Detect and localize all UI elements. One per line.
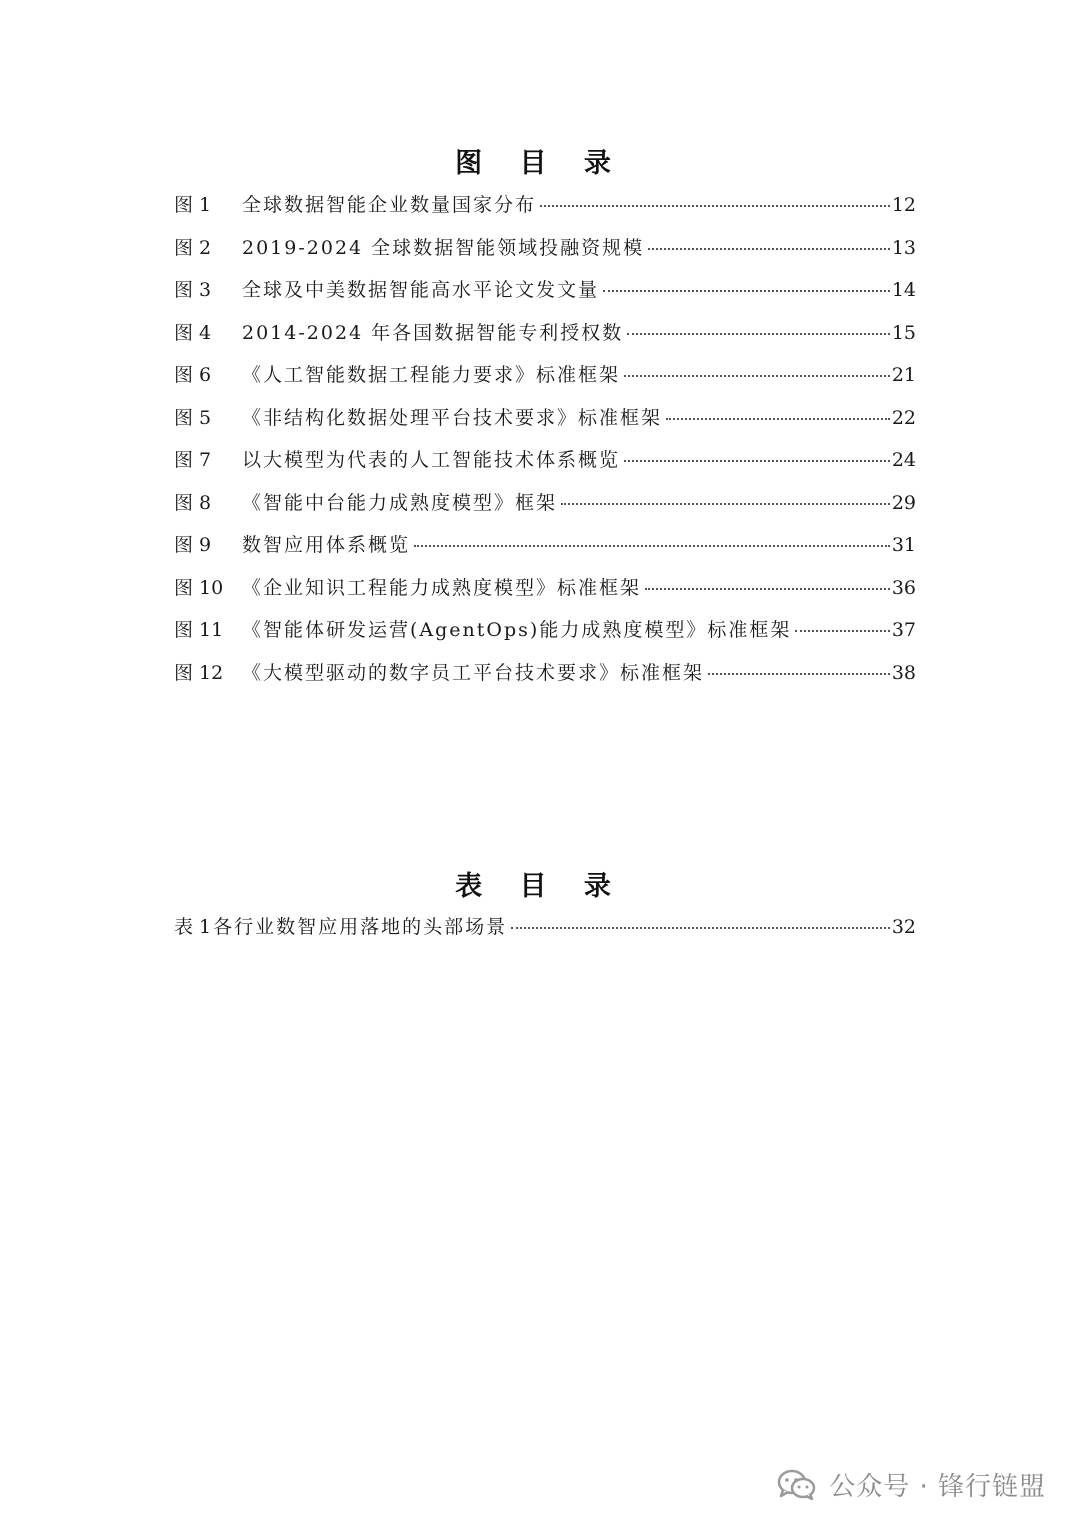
toc-leader-dots (648, 248, 890, 250)
toc-entry-label: 图 10 (174, 576, 224, 599)
toc-entry-page: 22 (891, 406, 916, 429)
toc-entry-label: 图 12 (174, 661, 224, 684)
toc-entry-title: 全球数据智能企业数量国家分布 (242, 194, 537, 216)
toc-entry-page: 14 (891, 279, 916, 301)
toc-entry-page: 32 (891, 916, 916, 938)
toc-entry-label: 图 7 (174, 449, 212, 471)
toc-entry[interactable] (174, 615, 916, 658)
toc-entry-title: 全球及中美数据智能高水平论文发文量 (242, 279, 600, 301)
toc-leader-dots (561, 503, 890, 505)
toc-entry-page: 31 (891, 534, 916, 556)
toc-entry-page: 37 (891, 619, 916, 641)
toc-leader-dots (627, 333, 890, 335)
toc-entry-label: 图 11 (174, 619, 224, 641)
toc-entry[interactable] (174, 573, 916, 616)
toc-entry-page: 36 (891, 576, 916, 599)
toc-entry-label: 图 4 (174, 321, 212, 344)
toc-entry-page: 38 (891, 661, 916, 684)
toc-entry-title: 《智能体研发运营(AgentOps)能力成熟度模型》标准框架 (242, 619, 792, 641)
toc-entry[interactable] (174, 658, 916, 701)
toc-leader-dots (414, 545, 890, 547)
figure-index-list (174, 190, 916, 700)
toc-entry-page: 29 (891, 491, 916, 514)
wechat-icon (777, 1469, 817, 1501)
toc-entry[interactable] (174, 275, 916, 318)
toc-entry-page: 12 (891, 194, 916, 216)
toc-entry[interactable] (174, 233, 916, 276)
toc-entry[interactable] (174, 403, 916, 446)
toc-entry-title: 2019-2024 全球数据智能领域投融资规模 (242, 236, 645, 259)
toc-entry[interactable] (174, 530, 916, 573)
toc-entry-title: 数智应用体系概览 (242, 534, 411, 556)
watermark (777, 1466, 1046, 1503)
toc-entry[interactable] (174, 912, 916, 955)
toc-entry-label: 图 3 (174, 279, 212, 301)
toc-entry-title: 各行业数智应用落地的头部场景 (213, 916, 508, 938)
toc-leader-dots (511, 927, 890, 929)
toc-leader-dots (645, 588, 890, 590)
toc-leader-dots (540, 205, 890, 207)
toc-leader-dots (624, 375, 890, 377)
toc-entry-page: 13 (891, 236, 916, 259)
table-index-title: 表 目 录 (455, 871, 625, 902)
toc-entry-title: 《企业知识工程能力成熟度模型》标准框架 (242, 576, 642, 599)
toc-entry-label: 图 6 (174, 364, 212, 386)
toc-entry[interactable] (174, 190, 916, 233)
toc-leader-dots (666, 418, 890, 420)
toc-entry[interactable] (174, 318, 916, 361)
table-index-list (174, 912, 916, 955)
toc-entry-label: 图 1 (174, 194, 212, 216)
toc-entry-title: 《非结构化数据处理平台技术要求》标准框架 (242, 406, 663, 429)
toc-entry-title: 《大模型驱动的数字员工平台技术要求》标准框架 (242, 661, 705, 684)
toc-entry-label: 表 1 (174, 916, 212, 938)
toc-entry-title: 2014-2024 年各国数据智能专利授权数 (242, 321, 624, 344)
toc-entry[interactable] (174, 488, 916, 531)
toc-entry[interactable] (174, 445, 916, 488)
toc-entry-page: 24 (891, 449, 916, 471)
toc-entry[interactable] (174, 360, 916, 403)
toc-leader-dots (795, 630, 889, 632)
toc-entry-label: 图 5 (174, 406, 212, 429)
toc-entry-label: 图 9 (174, 534, 212, 556)
watermark-text: 公众号 · 锋行链盟 (829, 1472, 1046, 1502)
toc-leader-dots (708, 673, 890, 675)
toc-entry-label: 图 8 (174, 491, 212, 514)
toc-entry-page: 15 (891, 321, 916, 344)
toc-entry-title: 以大模型为代表的人工智能技术体系概览 (242, 449, 621, 471)
toc-entry-page: 21 (891, 364, 916, 386)
figure-index-title: 图 目 录 (455, 148, 625, 179)
toc-entry-title: 《人工智能数据工程能力要求》标准框架 (242, 364, 621, 386)
toc-leader-dots (624, 460, 890, 462)
toc-entry-title: 《智能中台能力成熟度模型》框架 (242, 491, 558, 514)
toc-entry-label: 图 2 (174, 236, 212, 259)
toc-leader-dots (603, 290, 890, 292)
